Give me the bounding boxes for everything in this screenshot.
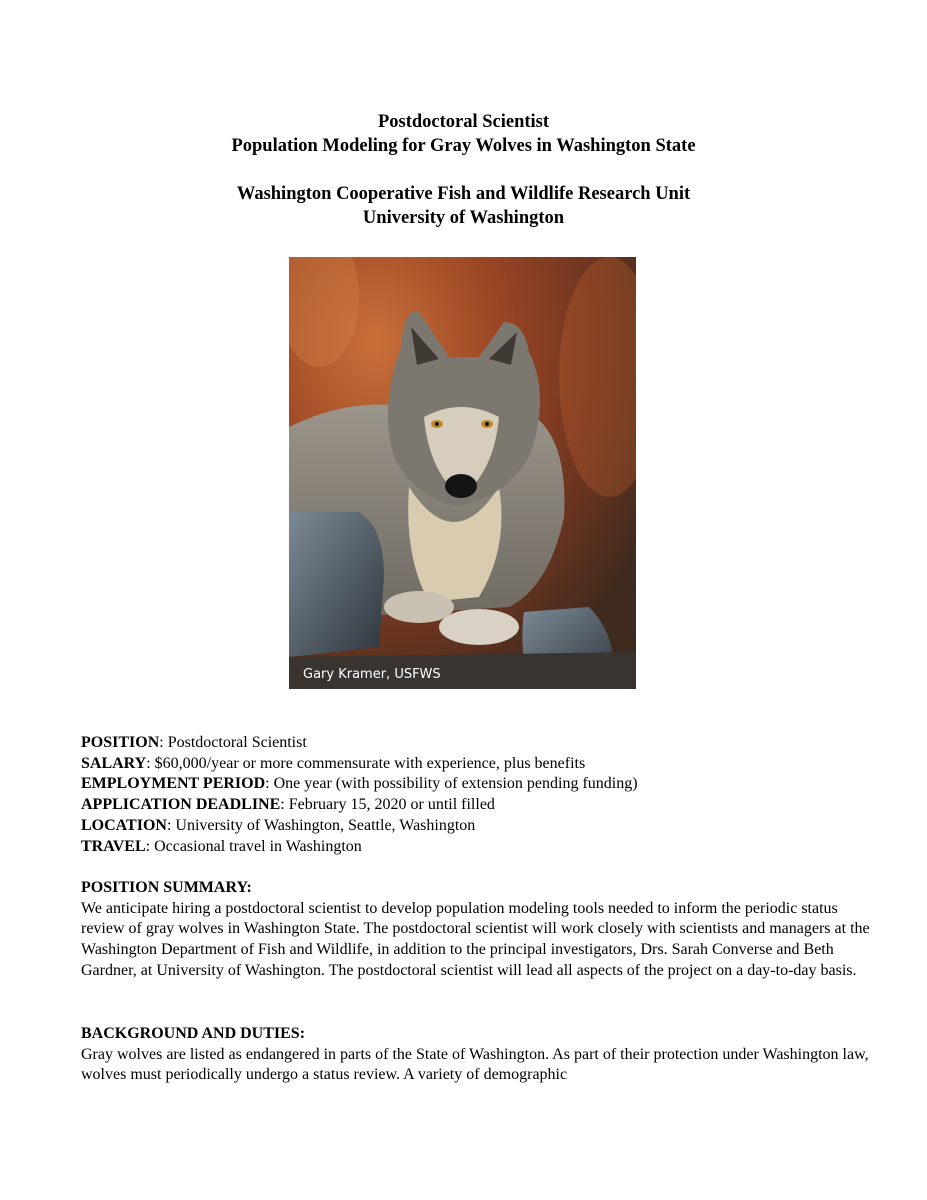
section-heading: BACKGROUND AND DUTIES:	[81, 1025, 306, 1042]
field-travel	[81, 837, 861, 858]
field-label: SALARY	[81, 754, 147, 772]
position-summary-section	[81, 878, 871, 982]
title-line-position: Postdoctoral Scientist	[377, 112, 550, 132]
field-value: : $60,000/year or more commensurate with experience, plus benefits	[146, 754, 586, 772]
field-employment-period	[81, 774, 861, 795]
document-title	[0, 110, 927, 230]
field-label: LOCATION	[81, 816, 167, 834]
field-salary	[81, 754, 861, 775]
field-value: : One year (with possibility of extension pending funding)	[265, 775, 638, 793]
title-line-university: University of Washington	[362, 208, 565, 228]
title-line-project: Population Modeling for Gray Wolves in Washington State	[231, 136, 696, 156]
field-location	[81, 816, 861, 837]
photo-credit: Gary Kramer, USFWS	[303, 667, 441, 682]
field-value: : Postdoctoral Scientist	[159, 734, 307, 751]
section-heading: POSITION SUMMARY:	[81, 879, 252, 896]
field-label: POSITION	[81, 734, 160, 751]
gray-wolf-photo	[289, 257, 636, 689]
field-application-deadline	[81, 795, 861, 816]
field-value: : University of Washington, Seattle, Washington	[166, 816, 476, 834]
section-text: We anticipate hiring a postdoctoral scientist to develop population modeling tools needed to inform the periodic status review of gray wolves in Washington State. The postdoctoral scientist will work closely with scientists and managers at the Washington Department of Fish and Wildlife, in addition to the principal investigators, Drs. Sarah Converse and Beth Gardner, at University of Washington. The postdoctoral scientist will lead all aspects of the project on a day-to-day basis.	[81, 899, 870, 979]
field-value: : Occasional travel in Washington	[145, 837, 362, 855]
field-position	[81, 733, 861, 754]
wolf-illustration	[289, 257, 636, 689]
field-value: : February 15, 2020 or until filled	[280, 796, 495, 814]
field-label: EMPLOYMENT PERIOD	[81, 775, 266, 793]
background-duties-section	[81, 1024, 871, 1086]
field-label: TRAVEL	[81, 837, 146, 855]
title-line-unit: Washington Cooperative Fish and Wildlife Research Unit	[236, 184, 691, 204]
section-text: Gray wolves are listed as endangered in parts of the State of Washington. As part of their protection under Washington law, wolves must periodically undergo a status review. A variety of demographic	[81, 1045, 869, 1084]
job-details-list	[81, 733, 861, 857]
field-label: APPLICATION DEADLINE	[81, 796, 281, 814]
